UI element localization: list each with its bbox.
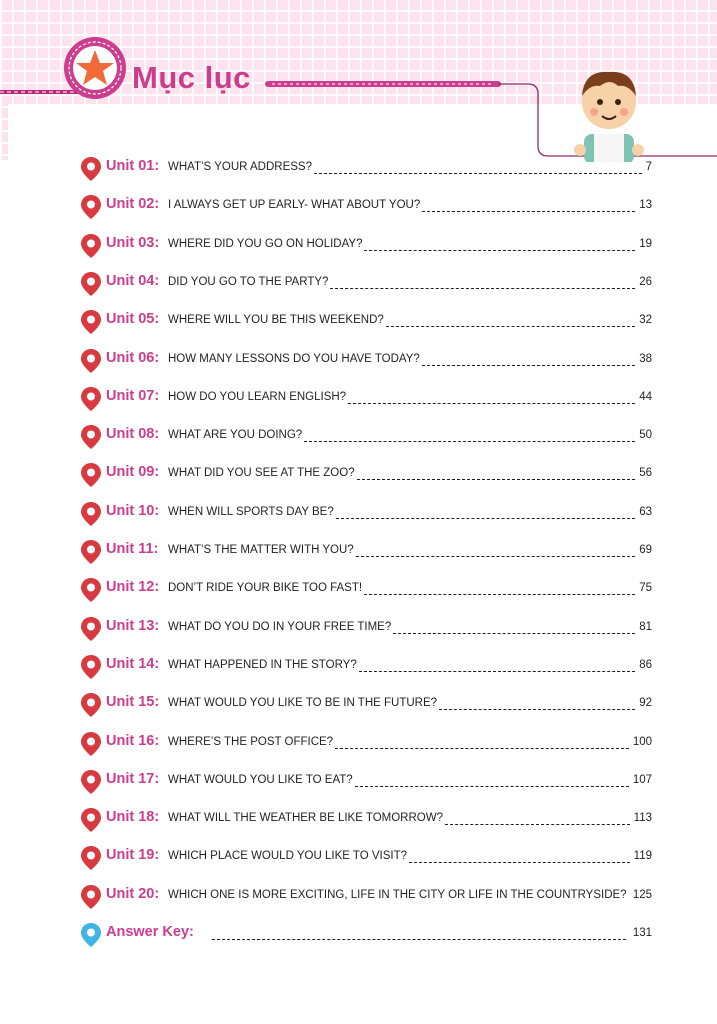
leader-dashes — [386, 313, 635, 327]
leader-dashes — [364, 237, 635, 251]
page-number: 86 — [639, 658, 652, 671]
toc-row[interactable] — [80, 614, 652, 642]
page-number: 13 — [639, 199, 652, 212]
map-pin-icon — [80, 501, 102, 527]
unit-title: I ALWAYS GET UP EARLY- WHAT ABOUT YOU? — [168, 199, 421, 212]
map-pin-icon — [80, 309, 102, 335]
map-pin-icon — [80, 156, 102, 182]
toc-row[interactable] — [80, 575, 652, 603]
unit-label: Unit 14: — [106, 655, 160, 672]
unit-title: HOW DO YOU LEARN ENGLISH? — [168, 390, 347, 403]
toc-row[interactable] — [80, 729, 652, 757]
map-pin-icon — [80, 731, 102, 757]
map-pin-icon — [80, 386, 102, 412]
unit-label: Unit 10: — [106, 502, 160, 519]
map-pin-icon — [80, 692, 102, 718]
unit-label: Unit 18: — [106, 809, 160, 826]
page-number: 125 — [632, 888, 652, 901]
unit-label: Unit 12: — [106, 579, 160, 596]
map-pin-icon — [80, 807, 102, 833]
toc-row[interactable] — [80, 499, 652, 527]
map-pin-icon — [80, 769, 102, 795]
unit-label: Unit 05: — [106, 311, 160, 328]
unit-label: Unit 01: — [106, 158, 160, 174]
leader-dashes — [445, 811, 630, 825]
page-number: 7 — [645, 161, 652, 173]
leader-dashes — [348, 390, 635, 404]
answer-key-label: Answer Key: — [106, 924, 194, 940]
map-pin-icon — [80, 539, 102, 565]
map-pin-icon — [80, 271, 102, 297]
unit-label: Unit 08: — [106, 426, 160, 443]
unit-title: WHAT WOULD YOU LIKE TO BE IN THE FUTURE? — [168, 697, 438, 710]
page-number: 107 — [632, 773, 652, 786]
toc-row[interactable] — [80, 192, 652, 220]
unit-label: Unit 07: — [106, 387, 160, 404]
leader-dashes — [359, 658, 635, 672]
map-pin-icon — [80, 577, 102, 603]
toc-row[interactable] — [80, 805, 652, 833]
boy-illustration-icon — [570, 64, 648, 162]
page-number: 100 — [632, 735, 652, 748]
page-number: 50 — [639, 429, 652, 442]
unit-title: WHERE’S THE POST OFFICE? — [168, 735, 334, 748]
unit-title: WHAT ARE YOU DOING? — [168, 429, 303, 442]
map-pin-icon — [80, 424, 102, 450]
map-pin-icon — [80, 233, 102, 259]
page-number: 92 — [639, 697, 652, 710]
page-title: Mục lục — [132, 60, 251, 95]
page-number: 26 — [639, 275, 652, 288]
unit-title: WHAT’S YOUR ADDRESS? — [168, 161, 312, 173]
leader-dashes — [304, 428, 635, 442]
unit-label: Unit 17: — [106, 770, 160, 787]
unit-title: WHAT DID YOU SEE AT THE ZOO? — [168, 467, 355, 480]
toc-row[interactable] — [80, 422, 652, 450]
unit-title: WHERE DID YOU GO ON HOLIDAY? — [168, 237, 363, 250]
unit-label: Unit 04: — [106, 272, 160, 289]
page-number: 81 — [639, 620, 652, 633]
map-pin-icon — [80, 845, 102, 871]
toc-row[interactable] — [80, 307, 652, 335]
unit-title: WHAT HAPPENED IN THE STORY? — [168, 658, 357, 671]
leader-dashes — [314, 160, 642, 174]
leader-dashes — [409, 849, 630, 863]
unit-title: WHAT’S THE MATTER WITH YOU? — [168, 544, 354, 556]
page-number: 75 — [639, 582, 652, 595]
unit-title: HOW MANY LESSONS DO YOU HAVE TODAY? — [168, 352, 420, 365]
page-number: 69 — [639, 544, 652, 556]
leader-dashes — [393, 620, 635, 634]
answer-key-row[interactable] — [80, 920, 652, 948]
page-number: 19 — [639, 237, 652, 250]
page-number: 38 — [639, 352, 652, 365]
unit-title: DID YOU GO TO THE PARTY? — [168, 275, 329, 288]
toc-row[interactable] — [80, 154, 652, 182]
unit-label: Unit 20: — [106, 885, 160, 902]
toc-row[interactable] — [80, 537, 652, 565]
leader-dashes — [336, 505, 635, 519]
toc-row[interactable] — [80, 767, 652, 795]
map-pin-icon — [80, 922, 102, 948]
star-icon — [64, 37, 126, 99]
unit-title: WHICH ONE IS MORE EXCITING, LIFE IN THE CITY OR LIFE IN THE COUNTRYSIDE? — [168, 888, 627, 901]
toc-row[interactable] — [80, 652, 652, 680]
unit-title: WHERE WILL YOU BE THIS WEEKEND? — [168, 314, 384, 327]
page-number: 44 — [639, 390, 652, 403]
toc-row[interactable] — [80, 460, 652, 488]
unit-title: WHAT WOULD YOU LIKE TO EAT? — [168, 773, 353, 786]
unit-label: Unit 13: — [106, 617, 160, 634]
leader-dashes — [422, 352, 635, 366]
toc-row[interactable] — [80, 384, 652, 412]
unit-label: Unit 09: — [106, 464, 160, 481]
unit-label: Unit 03: — [106, 234, 160, 251]
leader-dashes — [357, 466, 635, 480]
unit-title: WHAT DO YOU DO IN YOUR FREE TIME? — [168, 620, 392, 633]
leader-dashes — [356, 543, 635, 557]
map-pin-icon — [80, 194, 102, 220]
unit-label: Unit 06: — [106, 349, 160, 366]
leader-dashes — [439, 696, 635, 710]
unit-title: WHICH PLACE WOULD YOU LIKE TO VISIT? — [168, 850, 408, 863]
leader-dashes — [422, 198, 635, 212]
leader-dashes — [364, 581, 635, 595]
page-number: 119 — [633, 850, 652, 863]
map-pin-icon — [80, 348, 102, 374]
unit-label: Unit 19: — [106, 847, 160, 864]
page-number: 32 — [639, 314, 652, 327]
unit-label: Unit 15: — [106, 694, 160, 711]
page-number: 63 — [639, 505, 652, 518]
leader-dashes — [212, 926, 626, 940]
page-number: 56 — [639, 467, 652, 480]
toc-row[interactable] — [80, 882, 652, 910]
unit-label: Unit 11: — [106, 541, 159, 557]
unit-title: DON’T RIDE YOUR BIKE TOO FAST! — [168, 582, 363, 595]
leader-dashes — [335, 735, 629, 749]
unit-title: WHEN WILL SPORTS DAY BE? — [168, 505, 334, 518]
unit-label: Unit 16: — [106, 732, 160, 749]
toc-row[interactable] — [80, 346, 652, 374]
page-number: 113 — [633, 812, 652, 825]
map-pin-icon — [80, 616, 102, 642]
answer-key-page: 131 — [632, 927, 652, 939]
map-pin-icon — [80, 462, 102, 488]
toc-row[interactable] — [80, 231, 652, 259]
toc-row[interactable] — [80, 690, 652, 718]
leader-dashes — [355, 773, 629, 787]
unit-label: Unit 02: — [106, 196, 160, 213]
toc-row[interactable] — [80, 843, 652, 871]
map-pin-icon — [80, 884, 102, 910]
leader-dashes — [330, 275, 635, 289]
map-pin-icon — [80, 654, 102, 680]
toc-row[interactable] — [80, 269, 652, 297]
unit-title: WHAT WILL THE WEATHER BE LIKE TOMORROW? — [168, 812, 443, 825]
